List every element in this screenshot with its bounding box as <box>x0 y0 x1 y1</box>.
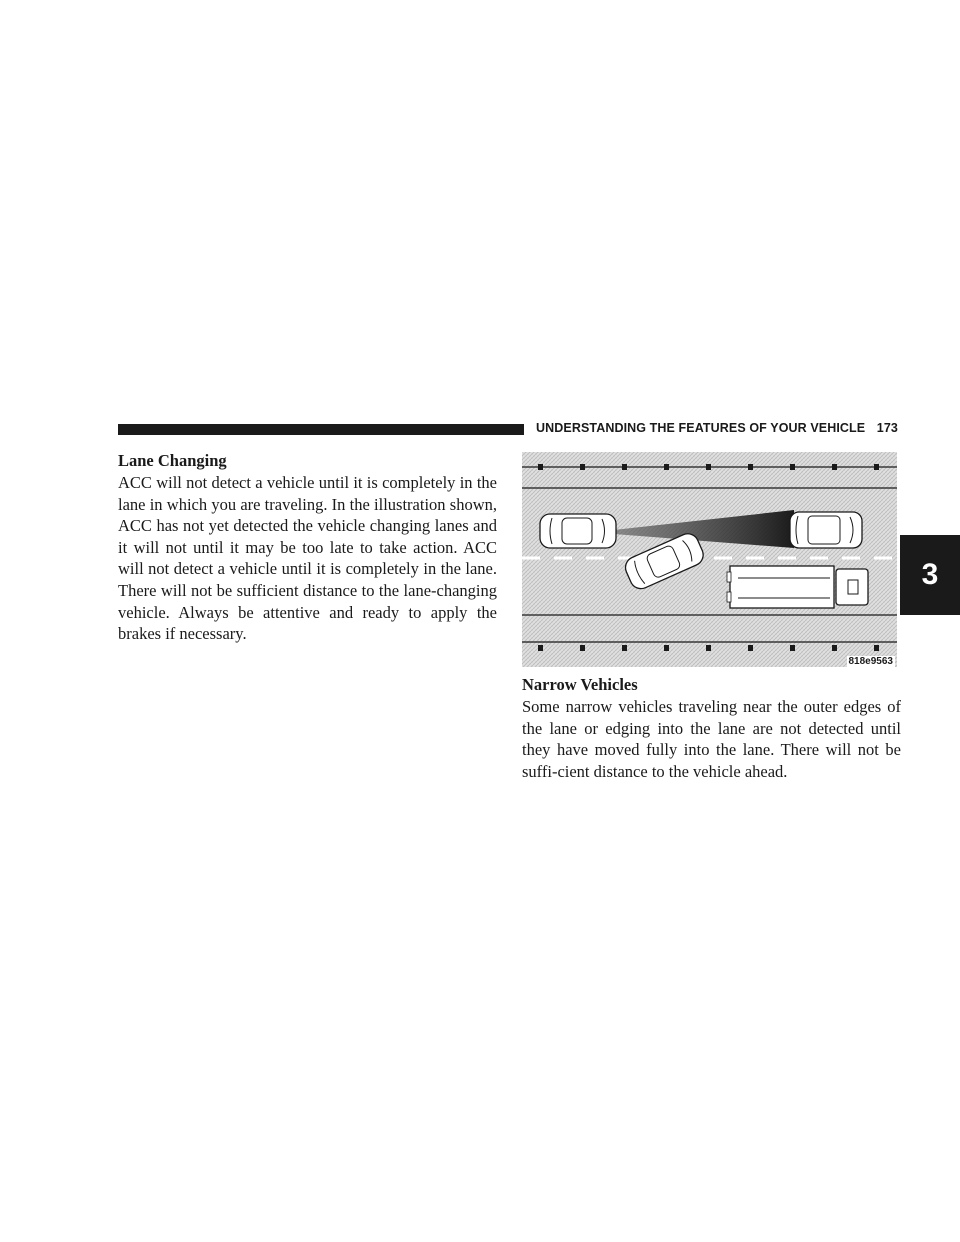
page-number: 173 <box>876 421 898 435</box>
road-surface <box>522 452 897 667</box>
lane-changing-body: ACC will not detect a vehicle until it is completely in the lane in which you are traveling. In the illustration shown, ACC has not yet detected the vehicle changing lanes and it will not until it may be too late to take action. ACC will not detect a vehicle until it is completely in the lane. There will not be sufficient distance to the lane-changing vehicle. Always be attentive and ready to apply the brakes if necessary. <box>118 473 497 644</box>
figure-id: 818e9563 <box>848 656 893 667</box>
truck <box>727 566 868 608</box>
narrow-vehicles-body: Some narrow vehicles traveling near the outer edges of the lane or edging into the lane are not detected until they have moved fully into the lane. There will not be suffi-cient distance to the vehicle ahead. <box>522 697 901 781</box>
running-header <box>536 421 898 435</box>
lane-change-illustration <box>522 452 897 667</box>
chapter-tab: 3 <box>900 535 960 615</box>
narrow-vehicles-heading: Narrow Vehicles <box>522 675 638 694</box>
lane-changing-section <box>118 450 497 645</box>
header-rule <box>118 424 524 435</box>
host-vehicle <box>540 514 616 548</box>
narrow-vehicles-section <box>522 674 901 782</box>
lane-changing-heading: Lane Changing <box>118 451 227 470</box>
lead-vehicle <box>790 512 862 548</box>
section-title: UNDERSTANDING THE FEATURES OF YOUR VEHICLE <box>536 421 866 435</box>
road-diagram <box>522 452 897 667</box>
